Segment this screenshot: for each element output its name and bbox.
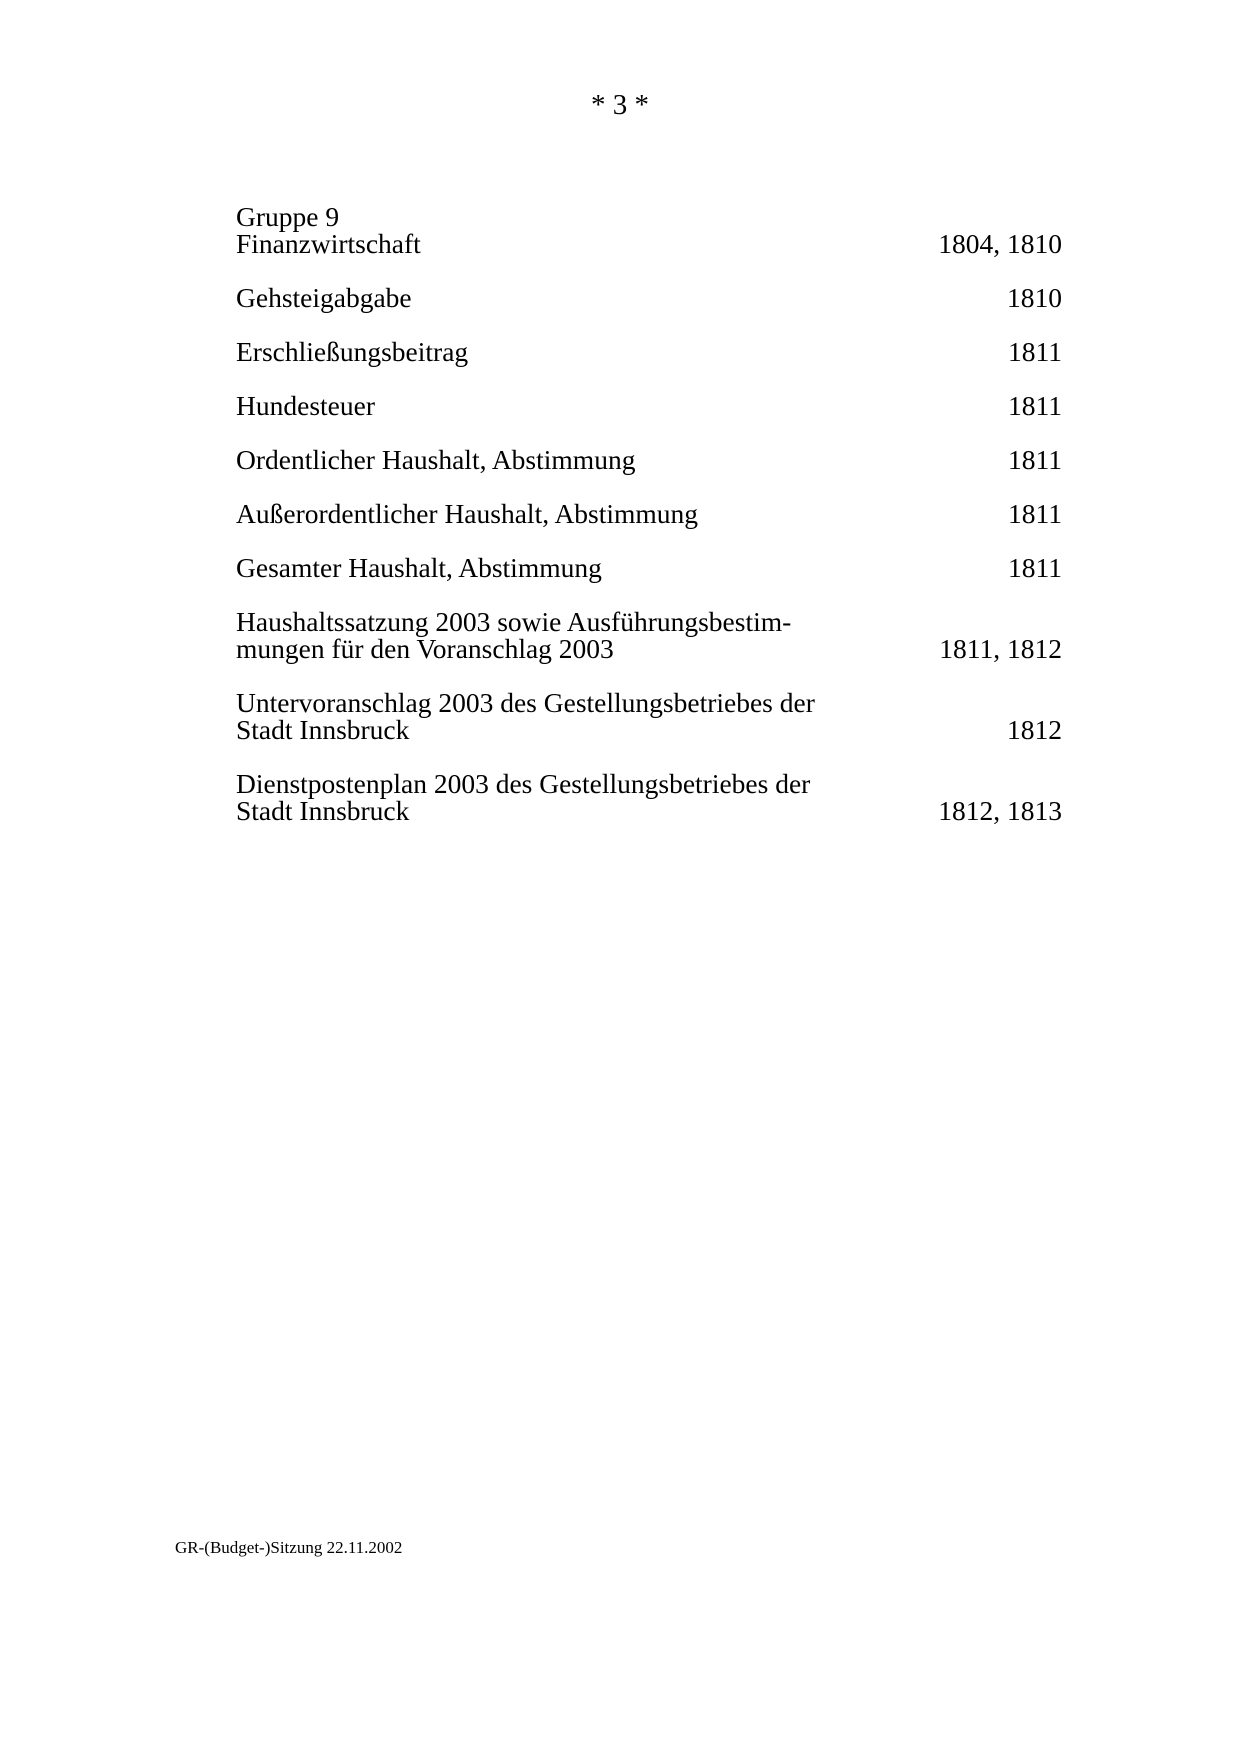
toc-entry-hundesteuer <box>236 392 1062 419</box>
table-of-contents <box>236 203 1062 824</box>
toc-entry-ordentlicher-haushalt <box>236 446 1062 473</box>
toc-entry-title-line: Dienstpostenplan 2003 des Gestellungsbetriebes der <box>236 768 811 799</box>
toc-entry-title <box>236 500 876 527</box>
toc-entry-untervoranschlag <box>236 689 1062 743</box>
toc-entry-pages: 1811 <box>1008 390 1062 421</box>
footer-session-info: GR-(Budget-)Sitzung 22.11.2002 <box>175 1538 403 1557</box>
toc-entry-erschliessungsbeitrag <box>236 338 1062 365</box>
page-number: * 3 * <box>591 89 649 121</box>
toc-entry-ausserordentlicher-haushalt <box>236 500 1062 527</box>
toc-entry-title-line: Stadt Innsbruck <box>236 795 410 826</box>
toc-entry-pages: 1811 <box>1008 552 1062 583</box>
toc-entry-title <box>236 689 876 743</box>
toc-entry-title-line: Erschließungsbeitrag <box>236 336 469 367</box>
toc-entry-pages: 1812 <box>1007 714 1062 745</box>
toc-entry-title <box>236 608 876 662</box>
toc-entry-pages: 1804, 1810 <box>938 228 1062 259</box>
toc-entry-title-line: Gesamter Haushalt, Abstimmung <box>236 552 602 583</box>
toc-entry-title <box>236 284 876 311</box>
toc-entry-title-line: Hundesteuer <box>236 390 375 421</box>
toc-entry-title-line: Stadt Innsbruck <box>236 714 410 745</box>
toc-entry-title-line: Untervoranschlag 2003 des Gestellungsbetriebes der <box>236 687 815 718</box>
toc-entry-pages: 1811 <box>1008 444 1062 475</box>
toc-entry-title-line: Haushaltssatzung 2003 sowie Ausführungsbestim- <box>236 606 792 637</box>
toc-entry-pages: 1811, 1812 <box>939 633 1062 664</box>
toc-entry-pages: 1811 <box>1008 498 1062 529</box>
toc-entry-title-line: Gruppe 9 <box>236 201 340 232</box>
toc-entry-title <box>236 554 876 581</box>
toc-entry-title-line: Ordentlicher Haushalt, Abstimmung <box>236 444 636 475</box>
toc-entry-title <box>236 392 876 419</box>
toc-entry-pages: 1812, 1813 <box>938 795 1062 826</box>
toc-entry-title <box>236 446 876 473</box>
toc-entry-gruppe-9 <box>236 203 1062 257</box>
toc-entry-title <box>236 203 876 257</box>
toc-entry-dienstpostenplan <box>236 770 1062 824</box>
toc-entry-title-line: mungen für den Voranschlag 2003 <box>236 633 614 664</box>
toc-entry-haushaltssatzung <box>236 608 1062 662</box>
toc-entry-title-line: Gehsteigabgabe <box>236 282 412 313</box>
toc-entry-title-line: Außerordentlicher Haushalt, Abstimmung <box>236 498 699 529</box>
toc-entry-pages: 1810 <box>1007 282 1062 313</box>
toc-entry-gehsteigabgabe <box>236 284 1062 311</box>
toc-entry-pages: 1811 <box>1008 336 1062 367</box>
toc-entry-title <box>236 770 876 824</box>
toc-entry-title <box>236 338 876 365</box>
toc-entry-gesamter-haushalt <box>236 554 1062 581</box>
toc-entry-title-line: Finanzwirtschaft <box>236 228 421 259</box>
